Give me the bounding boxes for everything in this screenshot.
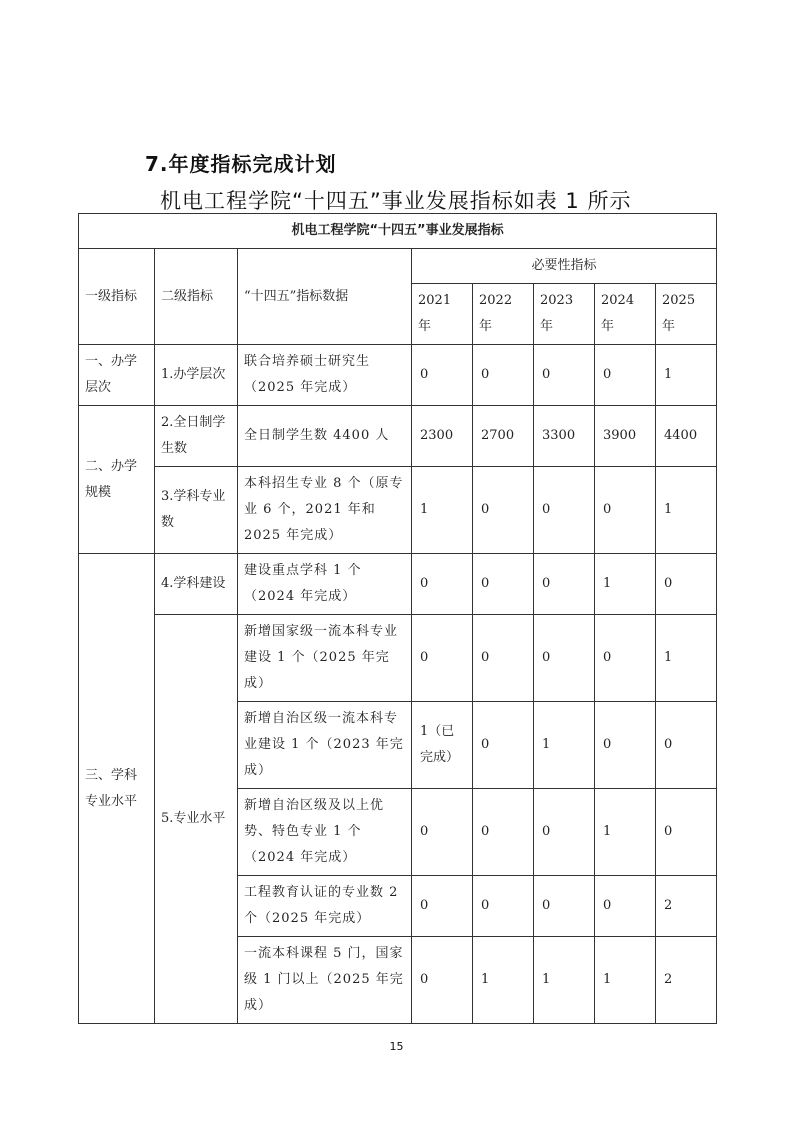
value-cell: 0: [534, 467, 595, 554]
indicator-desc: 联合培养硕士研究生（2025 年完成）: [238, 345, 412, 406]
level2-cell: 5.专业水平: [155, 615, 238, 1024]
value-cell: 1: [656, 345, 717, 406]
value-cell: 1: [595, 789, 656, 876]
value-cell: 1: [534, 937, 595, 1024]
indicator-desc: 建设重点学科 1 个（2024 年完成）: [238, 554, 412, 615]
year-header: 2025 年: [656, 284, 717, 345]
value-cell: 1: [656, 467, 717, 554]
value-cell: 0: [473, 467, 534, 554]
value-cell: 4400: [656, 406, 717, 467]
col-level1-header: 一级指标: [79, 249, 155, 345]
value-cell: 0: [534, 876, 595, 937]
value-cell: 0: [473, 876, 534, 937]
indicator-desc: 全日制学生数 4400 人: [238, 406, 412, 467]
value-cell: 2: [656, 876, 717, 937]
value-cell: 1（已完成）: [412, 702, 473, 789]
year-header: 2021 年: [412, 284, 473, 345]
value-cell: 0: [412, 345, 473, 406]
level2-cell: 1.办学层次: [155, 345, 238, 406]
col-level2-header: 二级指标: [155, 249, 238, 345]
value-cell: 1: [412, 467, 473, 554]
value-cell: 0: [595, 702, 656, 789]
table-caption: 机电工程学院“十四五”事业发展指标: [79, 214, 717, 249]
value-cell: 0: [656, 554, 717, 615]
level1-cell: 三、学科专业水平: [79, 554, 155, 1024]
col-required-header: 必要性指标: [412, 249, 717, 284]
value-cell: 0: [473, 615, 534, 702]
value-cell: 0: [595, 345, 656, 406]
value-cell: 0: [595, 467, 656, 554]
value-cell: 0: [595, 876, 656, 937]
value-cell: 0: [412, 554, 473, 615]
indicator-desc: 新增国家级一流本科专业建设 1 个（2025 年完成）: [238, 615, 412, 702]
year-header: 2022 年: [473, 284, 534, 345]
value-cell: 0: [412, 876, 473, 937]
section-heading: 7.年度指标完成计划: [145, 152, 337, 176]
year-header: 2024 年: [595, 284, 656, 345]
indicators-table: [78, 213, 717, 1024]
table-row: [79, 467, 717, 554]
table-row: [79, 615, 717, 702]
value-cell: 0: [412, 937, 473, 1024]
value-cell: 0: [534, 615, 595, 702]
value-cell: 0: [412, 615, 473, 702]
value-cell: 0: [412, 789, 473, 876]
value-cell: 0: [534, 345, 595, 406]
level2-cell: 2.全日制学生数: [155, 406, 238, 467]
value-cell: 3300: [534, 406, 595, 467]
header-row: [79, 249, 717, 284]
value-cell: 3900: [595, 406, 656, 467]
level1-cell: 二、办学规模: [79, 406, 155, 554]
page-number: 15: [389, 1040, 404, 1053]
level1-cell: 一、办学层次: [79, 345, 155, 406]
value-cell: 0: [473, 789, 534, 876]
value-cell: 2: [656, 937, 717, 1024]
value-cell: 1: [595, 554, 656, 615]
year-header: 2023 年: [534, 284, 595, 345]
indicator-desc: 一流本科课程 5 门，国家级 1 门以上（2025 年完成）: [238, 937, 412, 1024]
value-cell: 2300: [412, 406, 473, 467]
col-data-header: “十四五”指标数据: [238, 249, 412, 345]
table-row: [79, 345, 717, 406]
value-cell: 0: [473, 345, 534, 406]
table-row: [79, 554, 717, 615]
value-cell: 0: [656, 702, 717, 789]
value-cell: 2700: [473, 406, 534, 467]
value-cell: 1: [595, 937, 656, 1024]
indicator-desc: 新增自治区级及以上优势、特色专业 1 个（2024 年完成）: [238, 789, 412, 876]
value-cell: 1: [656, 615, 717, 702]
table-caption-row: [79, 214, 717, 249]
value-cell: 1: [534, 702, 595, 789]
value-cell: 0: [656, 789, 717, 876]
value-cell: 0: [595, 615, 656, 702]
value-cell: 0: [473, 554, 534, 615]
value-cell: 0: [473, 702, 534, 789]
indicator-desc: 本科招生专业 8 个（原专业 6 个，2021 年和 2025 年完成）: [238, 467, 412, 554]
level2-cell: 3.学科专业数: [155, 467, 238, 554]
value-cell: 1: [473, 937, 534, 1024]
indicator-desc: 新增自治区级一流本科专业建设 1 个（2023 年完成）: [238, 702, 412, 789]
value-cell: 0: [534, 789, 595, 876]
table-title: 机电工程学院“十四五”事业发展指标如表 1 所示: [160, 189, 632, 213]
value-cell: 0: [534, 554, 595, 615]
table-row: [79, 406, 717, 467]
level2-cell: 4.学科建设: [155, 554, 238, 615]
indicator-desc: 工程教育认证的专业数 2 个（2025 年完成）: [238, 876, 412, 937]
